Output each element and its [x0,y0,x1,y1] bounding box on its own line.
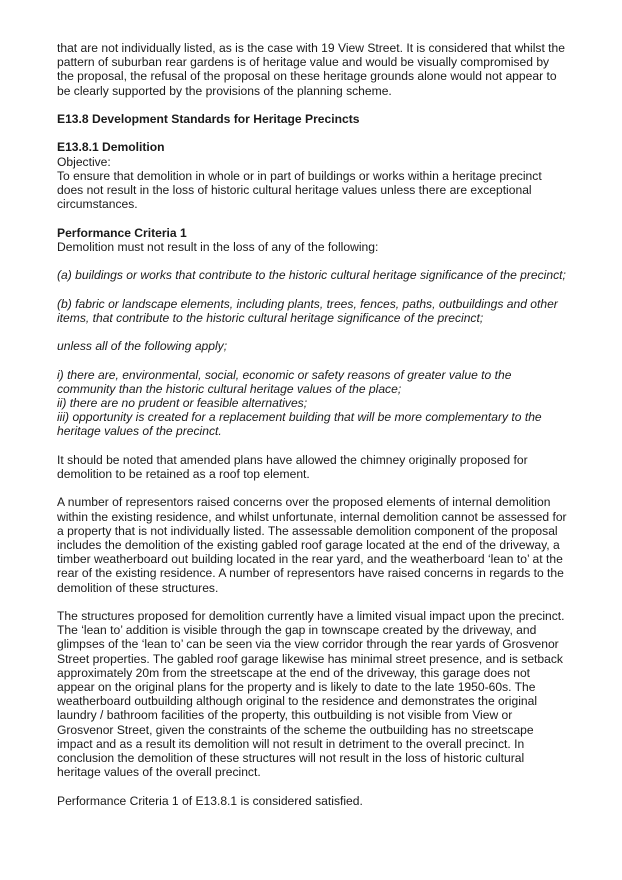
conclusion-paragraph: Performance Criteria 1 of E13.8.1 is considered satisfied. [57,793,363,808]
intro-paragraph: that are not individually listed, as is the case with 19 View Street. It is considered that whilst the pattern of suburban rear gardens is of heritage value and would be visually compromised by the proposal, the refusal of the proposal on these heritage grounds alone would not appear to be clearly supported by the provisions of the planning scheme. [57,41,565,98]
demolition-section [57,140,569,211]
exception-list [57,368,569,439]
criteria-item-a: (a) buildings or works that contribute to the historic cultural heritage significance of the precinct; [57,268,566,283]
unless-clause: unless all of the following apply; [57,339,228,354]
representors-paragraph: A number of representors raised concerns over the proposed elements of internal demolition within the existing residence, and whilst unfortunate, internal demolition cannot be assessed for a property that is not individually listed. The assessable demolition component of the proposal includes the demolition of the existing gabled roof garage located at the end of the driveway, a timber weatherboard out building located in the rear yard, and the weatherboard ‘lean to’ at the rear of the existing residence. A number of representors have raised concerns in regards to the demolition of these structures. [57,495,567,595]
chimney-paragraph: It should be noted that amended plans have allowed the chimney originally proposed for demolition to be retained as a roof top element. [57,452,528,481]
exception-item-iii: iii) opportunity is created for a replacement building that will be more complementary to the heritage values of the precinct. [57,410,542,439]
demolition-heading: E13.8.1 Demolition [57,140,165,155]
criteria-item-b: (b) fabric or landscape elements, including plants, trees, fences, paths, outbuildings and other items, that contribute to the historic cultural heritage significance of the precinct; [57,296,558,325]
exception-item-ii: ii) there are no prudent or feasible alternatives; [57,395,308,410]
objective-label: Objective: [57,154,111,169]
document-page [57,41,569,822]
objective-text: To ensure that demolition in whole or in part of buildings or works within a heritage precinct does not result in the loss of historic cultural heritage values unless there are exceptional circumstances. [57,168,542,212]
pc1-heading: Performance Criteria 1 [57,225,187,240]
exception-item-i: i) there are, environmental, social, economic or safety reasons of greater value to the community than the historic cultural heritage values of the place; [57,367,512,396]
performance-criteria-section [57,226,569,254]
structures-paragraph: The structures proposed for demolition currently have a limited visual impact upon the precinct. The ‘lean to’ addition is visible through the gap in townscape created by the driveway, and glimpses of the ‘lean to’ can be seen via the view corridor through the rear yards of Grosvenor Street properties. The gabled roof garage likewise has minimal street presence, and is setback approximately 20m from the streetscape at the end of the driveway, this garage does not appear on the original plans for the property and is likely to date to the late 1950-60s. The weatherboard outbuilding although original to the residence and demonstrates the original laundry / bathroom facilities of the property, this outbuilding is not visible from View or Grosvenor Street, given the constraints of the scheme the outbuilding has no streetscape impact and as a result its demolition will not result in detriment to the overall precinct. In conclusion the demolition of these structures will not result in the loss of historic cultural heritage values of the overall precinct. [57,608,565,780]
section-heading: E13.8 Development Standards for Heritage Precincts [57,112,360,126]
pc1-text: Demolition must not result in the loss of any of the following: [57,239,379,254]
